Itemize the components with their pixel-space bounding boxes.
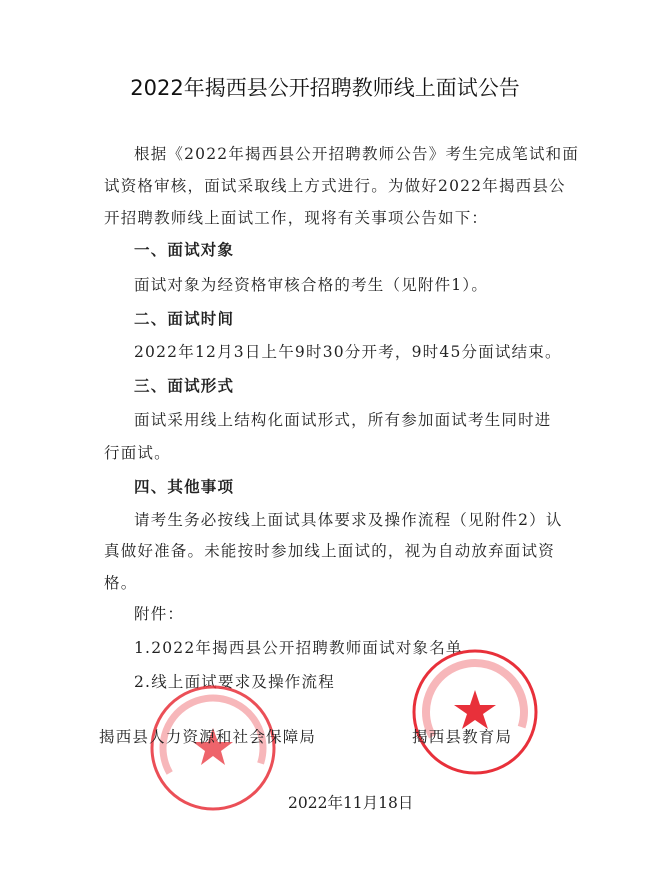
attachment-item: 1.2022年揭西县公开招聘教师面试对象名单 [134, 639, 463, 657]
signature-education-bureau: 揭西县教育局 [412, 728, 513, 746]
paragraph-line: 2022年12月3日上午9时30分开考，9时45分面试结束。 [134, 343, 562, 361]
hrss-seal-stamp [149, 684, 277, 812]
paragraph-line: 试资格审核，面试采取线上方式进行。为做好2022年揭西县公 [104, 177, 566, 195]
paragraph-line: 真做好准备。未能按时参加线上面试的，视为自动放弃面试资 [104, 542, 555, 560]
attachment-item: 2.线上面试要求及操作流程 [134, 673, 335, 691]
paragraph-line: 请考生务必按线上面试具体要求及操作流程（见附件2）认 [134, 511, 563, 529]
paragraph-line: 行面试。 [104, 444, 171, 462]
attachments-label: 附件： [134, 605, 185, 623]
paragraph-line: 面试对象为经资格审核合格的考生（见附件1）。 [134, 276, 489, 294]
paragraph-line: 面试采用线上结构化面试形式，所有参加面试考生同时进 [134, 411, 552, 429]
education-bureau-seal-stamp [410, 647, 540, 777]
document-title: 2022年揭西县公开招聘教师线上面试公告 [130, 76, 520, 100]
section-heading: 二、面试时间 [134, 310, 235, 328]
section-heading: 四、其他事项 [134, 478, 235, 496]
section-heading: 一、面试对象 [134, 241, 235, 259]
document-date: 2022年11月18日 [288, 794, 414, 812]
paragraph-line: 开招聘教师线上面试工作，现将有关事项公告如下： [104, 209, 489, 227]
paragraph-line: 根据《2022年揭西县公开招聘教师公告》考生完成笔试和面 [134, 145, 580, 163]
signature-hrss: 揭西县人力资源和社会保障局 [99, 728, 317, 746]
paragraph-line: 格。 [104, 574, 138, 592]
section-heading: 三、面试形式 [134, 377, 235, 395]
